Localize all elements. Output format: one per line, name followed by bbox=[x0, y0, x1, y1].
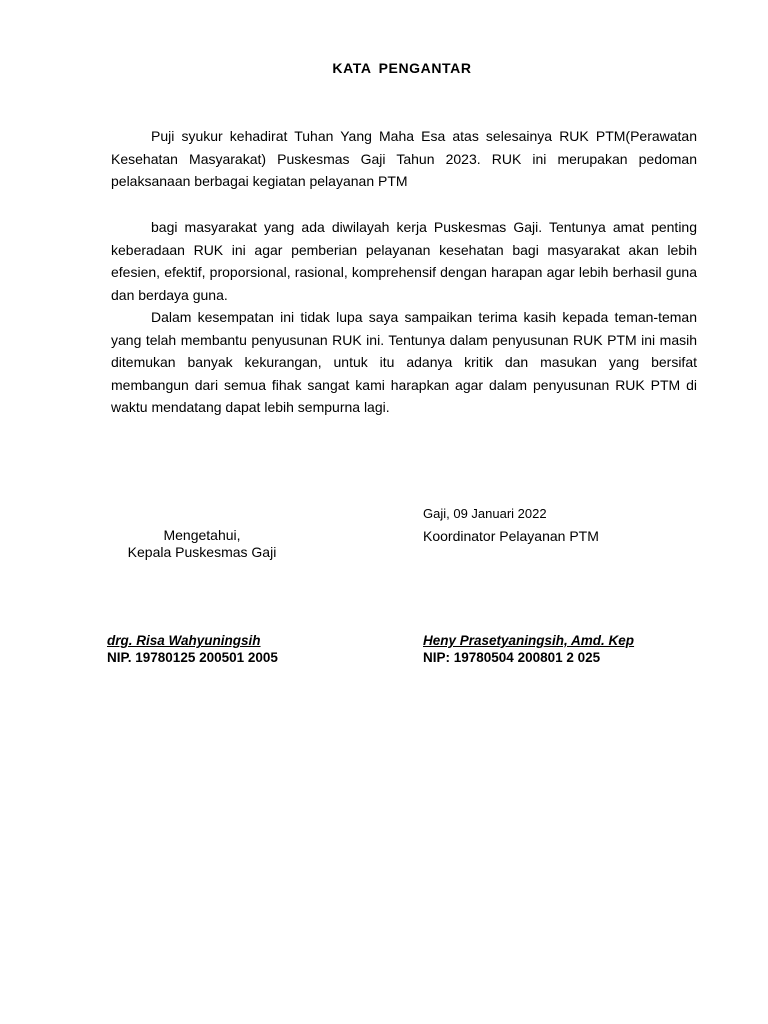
left-signature-header bbox=[112, 527, 292, 561]
acknowledge-label: Mengetahui, bbox=[163, 527, 241, 543]
right-signer-role: Koordinator Pelayanan PTM bbox=[423, 528, 599, 544]
left-signer-nip: NIP. 19780125 200501 2005 bbox=[107, 650, 278, 665]
page-title: KATA PENGANTAR bbox=[332, 60, 472, 76]
paragraph-thanks: Dalam kesempatan ini tidak lupa saya sampaikan terima kasih kepada teman-teman yang telah membantu penyusunan RUK ini. Tentunya dalam penyusunan RUK PTM ini masih ditemukan banyak kekurangan, untuk itu adanya kritik dan masukan yang bersifat membangun dari semua fihak sangat kami harapkan agar dalam penyusunan RUK PTM di waktu mendatang dapat lebih sempurna lagi. bbox=[111, 309, 697, 415]
paragraph-intro: Puji syukur kehadirat Tuhan Yang Maha Esa atas selesainya RUK PTM(Perawatan Kesehatan Masyarakat) Puskesmas Gaji Tahun 2023. RUK ini merupakan pedoman pelaksanaan berbagai kegiatan pelayanan PTM bbox=[111, 128, 697, 189]
right-signer-name: Heny Prasetyaningsih, Amd. Kep bbox=[423, 633, 635, 648]
left-signer-role: Kepala Puskesmas Gaji bbox=[127, 544, 277, 560]
left-signer-name: drg. Risa Wahyuningsih bbox=[107, 633, 261, 648]
signature-date: Gaji, 09 Januari 2022 bbox=[423, 506, 547, 521]
right-signer-nip: NIP: 19780504 200801 2 025 bbox=[423, 650, 601, 665]
paragraph-purpose: bagi masyarakat yang ada diwilayah kerja Puskesmas Gaji. Tentunya amat penting keberadaan RUK ini agar pemberian pelayanan kesehatan bagi masyarakat akan lebih efesien, efektif, proporsional, rasional, komprehensif dengan harapan agar lebih berhasil guna dan berdaya guna. bbox=[111, 219, 697, 303]
